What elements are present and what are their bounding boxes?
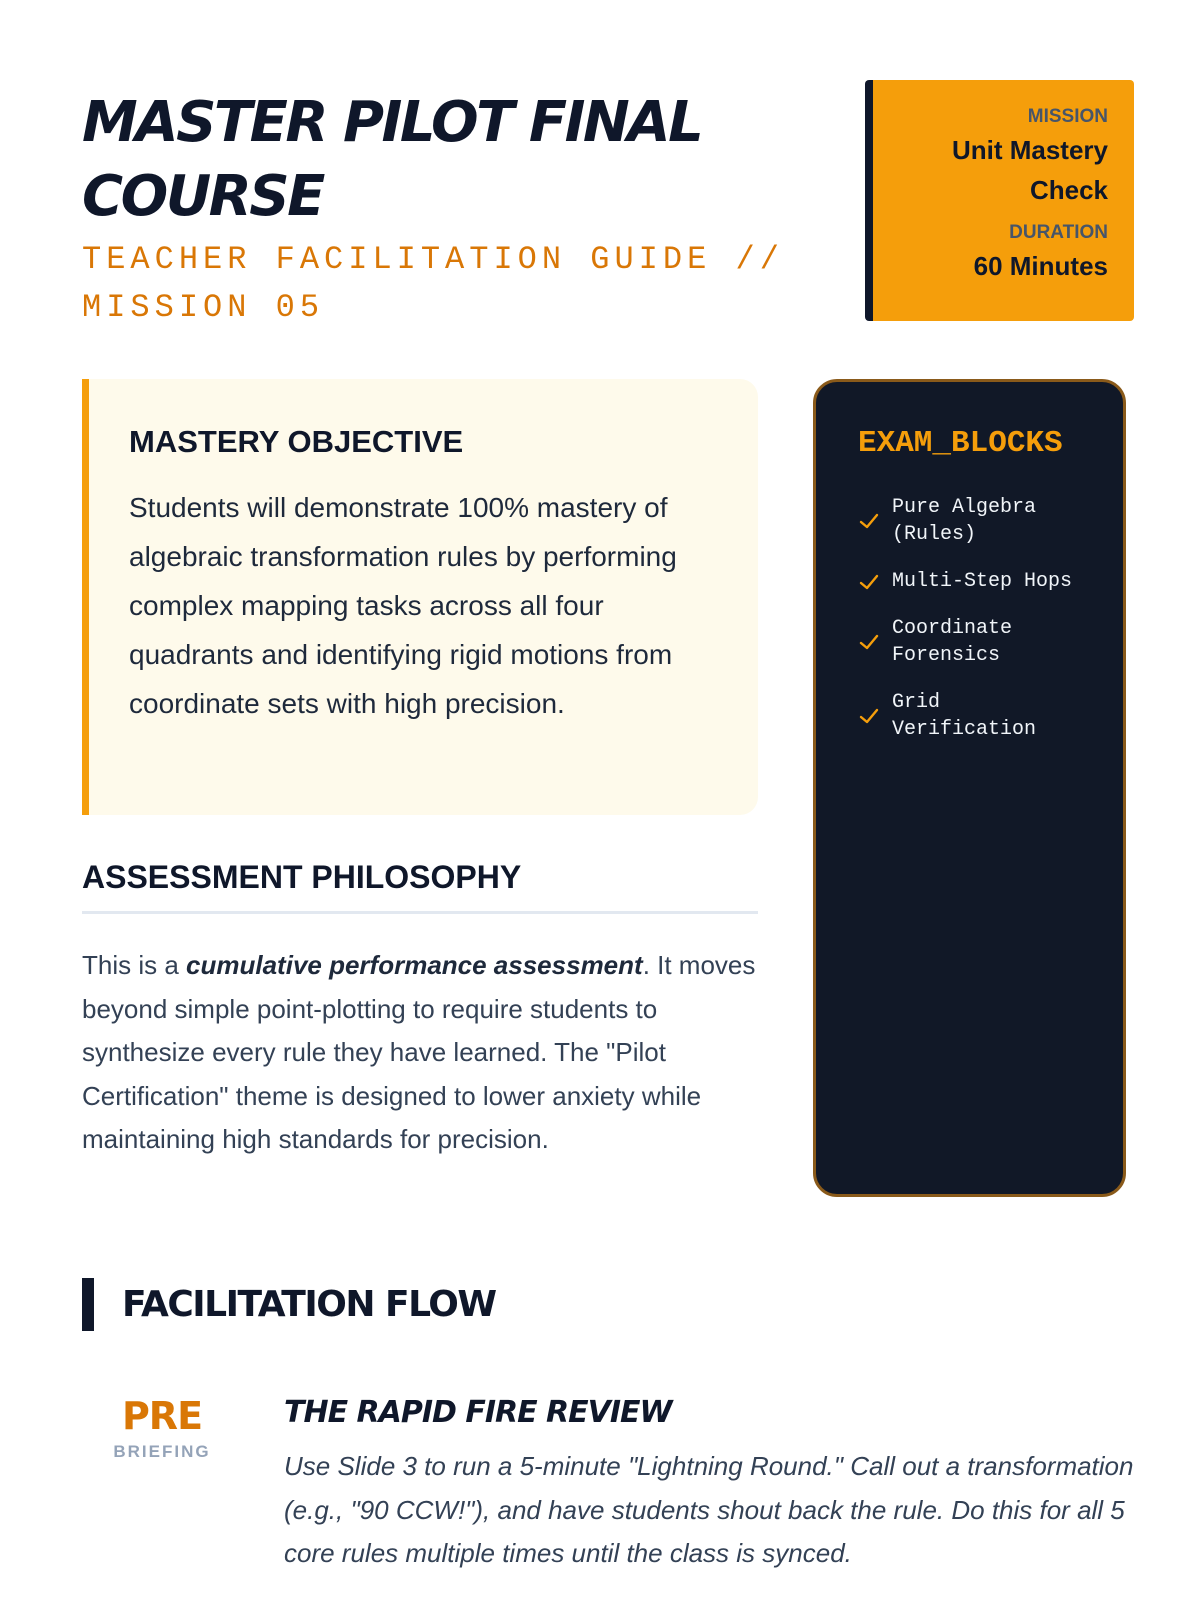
exam-blocks-panel <box>813 379 1126 1197</box>
philosophy-text-end: . It moves beyond simple point-plotting to require students to synthesize every rule they have learned. The "Pilot Certification" theme is designed to lower anxiety while maintaining high standards for precision. <box>82 950 756 1154</box>
mastery-objective-card <box>82 379 758 815</box>
mission-value: Unit Mastery Check <box>951 135 1108 205</box>
page-header <box>82 78 1134 326</box>
check-icon <box>858 631 880 653</box>
objective-text: Students will demonstrate 100% mastery of algebraic transformation rules by performing complex mapping tasks across all four quadrants and identifying rigid motions from coordinate sets with high precision. <box>129 492 677 719</box>
exam-block-label: Grid Verification <box>892 691 1037 741</box>
step-title: THE RAPID FIRE REVIEW <box>284 1395 672 1430</box>
section-accent-bar <box>82 1278 94 1331</box>
exam-block-item <box>858 689 1093 743</box>
assessment-philosophy-section <box>82 855 758 1162</box>
exam-block-item <box>858 568 1093 595</box>
exam-blocks-heading: EXAM_BLOCKS <box>858 426 1063 461</box>
philosophy-emphasis: cumulative performance assessment <box>186 950 643 980</box>
page-title: MASTER PILOT FINAL COURSE <box>82 90 702 229</box>
step-description: Use Slide 3 to run a 5-minute "Lightning Round." Call out a transformation (e.g., "90 CCW!"), and have students shout back the rule. Do this for all 5 core rules multiple times until the class is synced. <box>284 1451 1134 1568</box>
mission-meta-box <box>865 80 1134 321</box>
facilitation-flow-heading: FACILITATION FLOW <box>122 1284 496 1325</box>
exam-block-label: Multi-Step Hops <box>892 570 1073 593</box>
duration-value: 60 Minutes <box>973 251 1108 281</box>
philosophy-text <box>82 944 758 1162</box>
check-icon <box>858 705 880 727</box>
step-body <box>284 1385 1134 1576</box>
facilitation-flow-header <box>82 1278 496 1331</box>
page-subtitle: TEACHER FACILITATION GUIDE // MISSION 05 <box>82 241 784 326</box>
exam-block-label: Pure Algebra (Rules) <box>892 496 1037 546</box>
mission-label: MISSION <box>1027 106 1108 127</box>
step-tag-label: BRIEFING <box>113 1442 211 1461</box>
exam-block-item <box>858 615 1093 669</box>
duration-label: DURATION <box>1009 222 1108 243</box>
step-tag-text: PRE <box>121 1394 203 1438</box>
step-tag <box>82 1393 242 1465</box>
philosophy-text-start: This is a <box>82 950 187 980</box>
exam-block-label: Coordinate Forensics <box>892 617 1013 667</box>
check-icon <box>858 571 880 593</box>
check-icon <box>858 510 880 532</box>
objective-heading: MASTERY OBJECTIVE <box>129 424 464 459</box>
philosophy-heading: ASSESSMENT PHILOSOPHY <box>82 855 758 914</box>
exam-block-item <box>858 494 1093 548</box>
